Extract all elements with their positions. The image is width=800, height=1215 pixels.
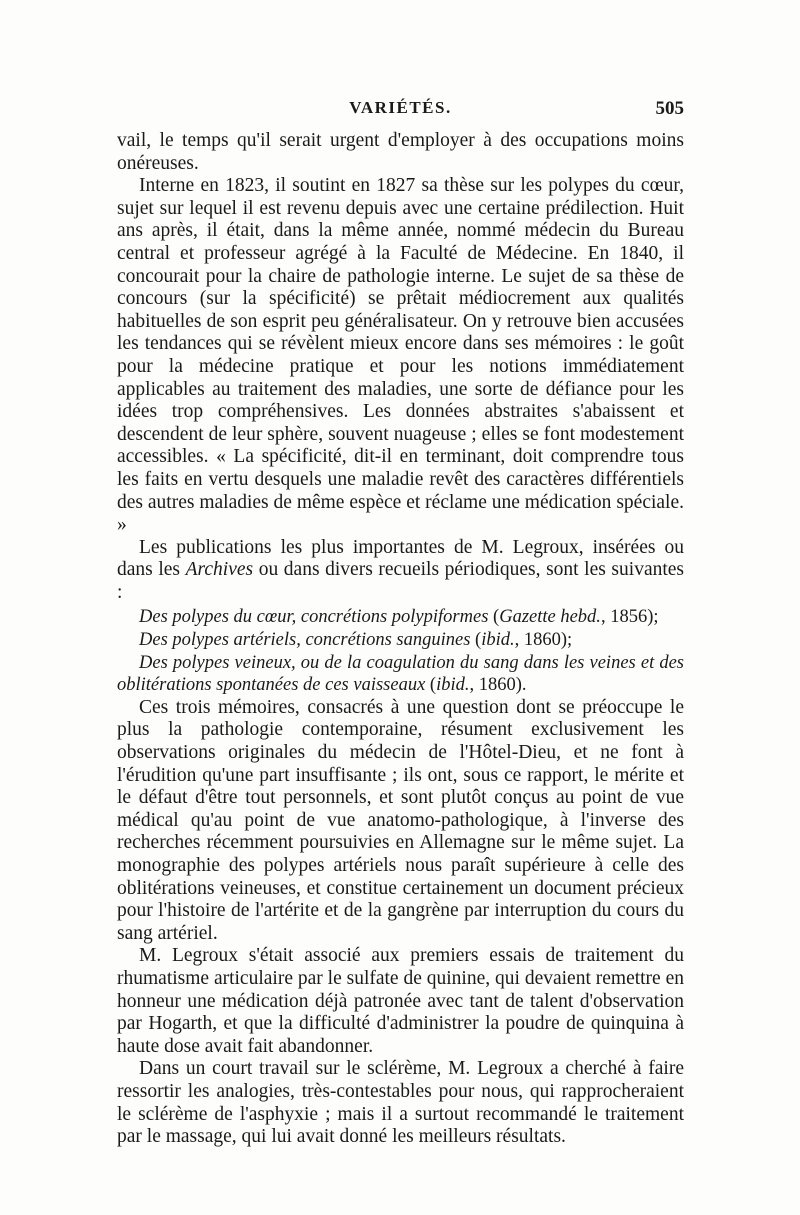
publications-intro-after: ou dans divers recueils périodiques, sont les suivantes : <box>117 559 685 603</box>
paragraph-publications-intro <box>117 537 684 605</box>
publications-intro-before: Les publications les plus importantes de M. Legroux, insérées ou dans les <box>117 536 684 581</box>
publication-open: ( <box>470 630 482 651</box>
publication-year: , 1860); <box>514 630 573 651</box>
publication-source: ibid. <box>481 630 515 651</box>
running-head: VARIÉTÉS. <box>349 98 452 117</box>
publication-title: Des polypes du cœur, concrétions polypiformes <box>139 607 489 628</box>
publication-item <box>117 652 684 697</box>
publication-title: Des polypes veineux, ou de la coagulation du sang dans les veines et des oblitérations spontanées de ces vaisseaux <box>117 652 684 696</box>
publication-item <box>117 606 684 629</box>
paragraph-sclereme: Dans un court travail sur le sclérème, M. Legroux a cherché à faire ressortir les analogies, très-contestables pour nous, qui rapprocheraient le sclérème de l'asphyxie ; mais il a surtout recommandé le traitement par le massage, qui lui avait donné les meilleurs résultats. <box>117 1058 684 1148</box>
page-number: 505 <box>655 98 684 119</box>
publication-list <box>117 606 684 696</box>
page-header <box>117 98 684 128</box>
publications-intro-journal: Archives <box>185 559 254 581</box>
publication-item <box>117 629 684 652</box>
paragraph-rhumatisme: M. Legroux s'était associé aux premiers essais de traitement du rhumatisme articulaire par le sulfate de quinine, qui devaient remettre en honneur une médication déjà patronée avec tant de talent d'observation par Hogarth, et que la difficulté d'administrer la poudre de quinquina à haute dose avait fait abandonner. <box>117 945 684 1057</box>
paragraph-continuation: vail, le temps qu'il serait urgent d'employer à des occupations moins onéreuses. <box>117 130 684 174</box>
page-body <box>117 130 684 1149</box>
publication-year: , 1856); <box>600 607 659 628</box>
publication-source: Gazette hebd. <box>499 607 601 628</box>
paragraph-memoires: Ces trois mémoires, consacrés à une question dont se préoccupe le plus la pathologie contemporaine, résument exclusivement les observations originales du médecin de l'Hôtel-Dieu, et ne font à l'érudition qu'une part insuffisante ; ils ont, sous ce rapport, le mérite et le défaut d'être tout personnels, et sont plutôt conçus au point de vue médical qu'au point de vue anatomo-pathologique, à l'inverse des recherches récemment poursuivies en Allemagne sur le même sujet. La monographie des polypes artériels nous paraît supérieure à celle des oblitérations veineuses, et constitue certainement un document précieux pour l'histoire de l'artérite et de la gangrène par interruption du cours du sang artériel. <box>117 696 684 944</box>
publication-open: ( <box>425 675 437 696</box>
publication-year: , 1860). <box>469 675 527 696</box>
paragraph-biography: Interne en 1823, il soutint en 1827 sa thèse sur les polypes du cœur, sujet sur lequel il est revenu depuis avec une certaine prédilection. Huit ans après, il était, dans la même année, nommé médecin du Bureau central et professeur agrégé à la Faculté de Médecine. En 1840, il concourait pour la chaire de pathologie interne. Le sujet de sa thèse de concours (sur la spécificité) se prêtait médiocrement aux qualités habituelles de son esprit peu généralisateur. On y retrouve bien accusées les tendances qui se révèlent mieux encore dans ses mémoires : le goût pour la médecine pratique et pour les notions immédiatement applicables au traitement des maladies, une sorte de défiance pour les idées trop compréhensives. Les données abstraites s'abaissent et descendent de leur sphère, souvent nuageuse ; elles se font modestement accessibles. « La spécificité, dit-il en terminant, doit comprendre tous les faits en vertu desquels une maladie revêt des caractères différentiels des autres maladies de même espèce et réclame une médication spéciale. » <box>117 175 684 536</box>
publication-title: Des polypes artériels, concrétions sanguines <box>139 630 471 651</box>
publication-open: ( <box>488 607 500 628</box>
publication-source: ibid. <box>436 675 470 696</box>
